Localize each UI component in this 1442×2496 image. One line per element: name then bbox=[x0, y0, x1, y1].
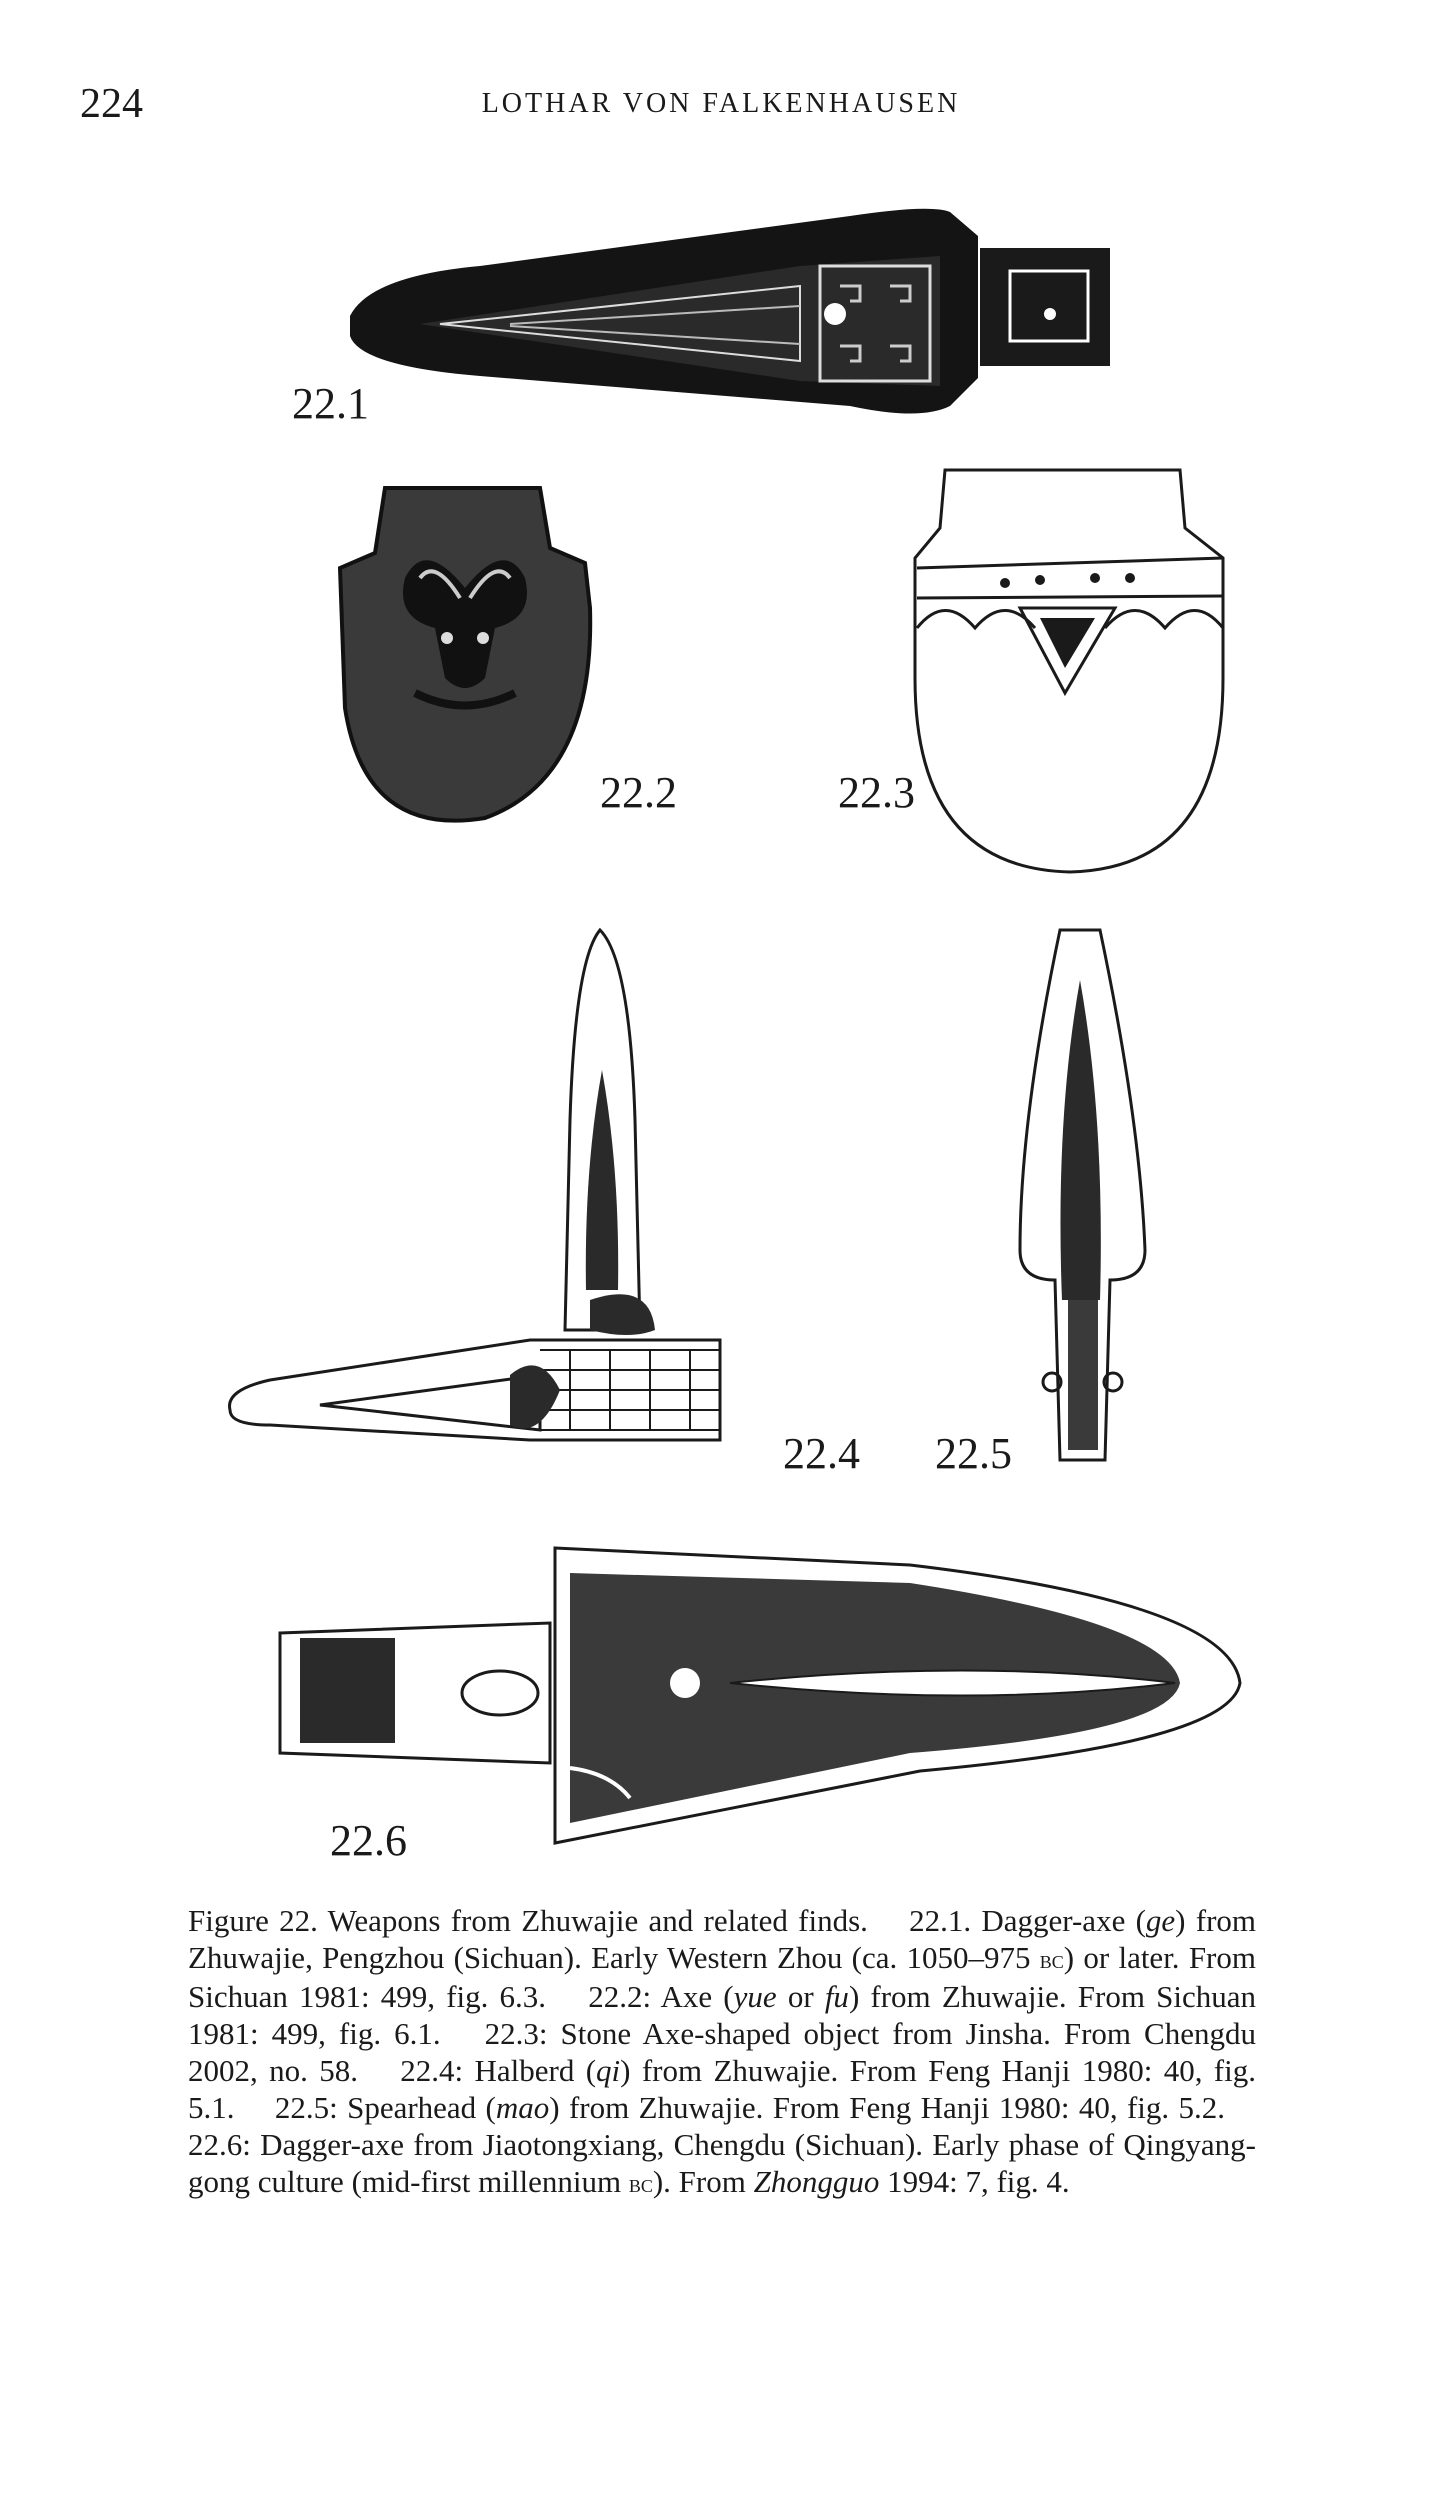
figure-22-3-stone-axe-shaped-object bbox=[905, 468, 1235, 876]
caption-era-abbrev: bc bbox=[628, 2169, 653, 2198]
caption-italic-term: yue bbox=[733, 1979, 777, 2014]
figure-label-22-4: 22.4 bbox=[783, 1429, 860, 1478]
figure-22-2-axe bbox=[335, 478, 595, 833]
caption-text: ) from Zhuwajie, Pengzhou (Sichuan). Early Western Zhou (ca. 1050–975 bbox=[188, 1903, 1257, 1975]
caption-text: ) from Zhuwajie. From Sichuan 1981: 499, fig. 6.1. 22.3: Stone Axe-shaped object from Jinsha. From Chengdu 2002, no. 58. 22.4: Halberd ( bbox=[188, 1979, 1257, 2088]
caption-text: ) from Zhuwajie. From Feng Hanji 1980: 40, fig. 5.1. 22.5: Spearhead ( bbox=[188, 2053, 1256, 2125]
running-head: LOTHAR VON FALKENHAUSEN bbox=[481, 88, 961, 119]
figure-22-6-dagger-axe bbox=[270, 1543, 1255, 1853]
caption-italic-term: mao bbox=[495, 2090, 550, 2125]
caption-italic-term: Zhongguo bbox=[753, 2164, 880, 2199]
caption-text: 1994: 7, fig. 4. bbox=[879, 2164, 1070, 2199]
figure-label-22-1: 22.1 bbox=[292, 379, 369, 428]
page-number: 224 bbox=[80, 81, 143, 127]
figure-22-5-spearhead bbox=[1000, 920, 1160, 1472]
caption-text: ) or later. From Sichuan 1981: 499, fig. 6.3. 22.2: Axe ( bbox=[188, 1940, 1256, 2014]
caption-text: ). From bbox=[652, 2164, 754, 2199]
caption-italic-term: qi bbox=[596, 2053, 621, 2088]
caption-italic-term: ge bbox=[1145, 1903, 1176, 1938]
caption-text: Figure 22. Weapons from Zhuwajie and related finds. 22.1. Dagger-axe ( bbox=[188, 1903, 1146, 1938]
figure-22-1-dagger-axe bbox=[330, 196, 1110, 426]
caption-text: or bbox=[776, 1979, 825, 2014]
caption-italic-term: fu bbox=[824, 1979, 849, 2014]
figure-label-22-2: 22.2 bbox=[600, 768, 677, 817]
caption-text: ) from Zhuwajie. From Feng Hanji 1980: 40, fig. 5.2. 22.6: Dagger-axe from Jiaotongxiang, Chengdu (Sichuan). Early phase of Qingyang-gong culture (mid-first millennium bbox=[188, 2090, 1256, 2199]
figure-22-4-halberd bbox=[210, 920, 730, 1460]
caption-era-abbrev: bc bbox=[1039, 1945, 1064, 1974]
figure-label-22-6: 22.6 bbox=[330, 1816, 407, 1865]
figure-label-22-5: 22.5 bbox=[935, 1429, 1012, 1478]
figure-caption bbox=[188, 1902, 1256, 2202]
figure-label-22-3: 22.3 bbox=[838, 768, 915, 817]
